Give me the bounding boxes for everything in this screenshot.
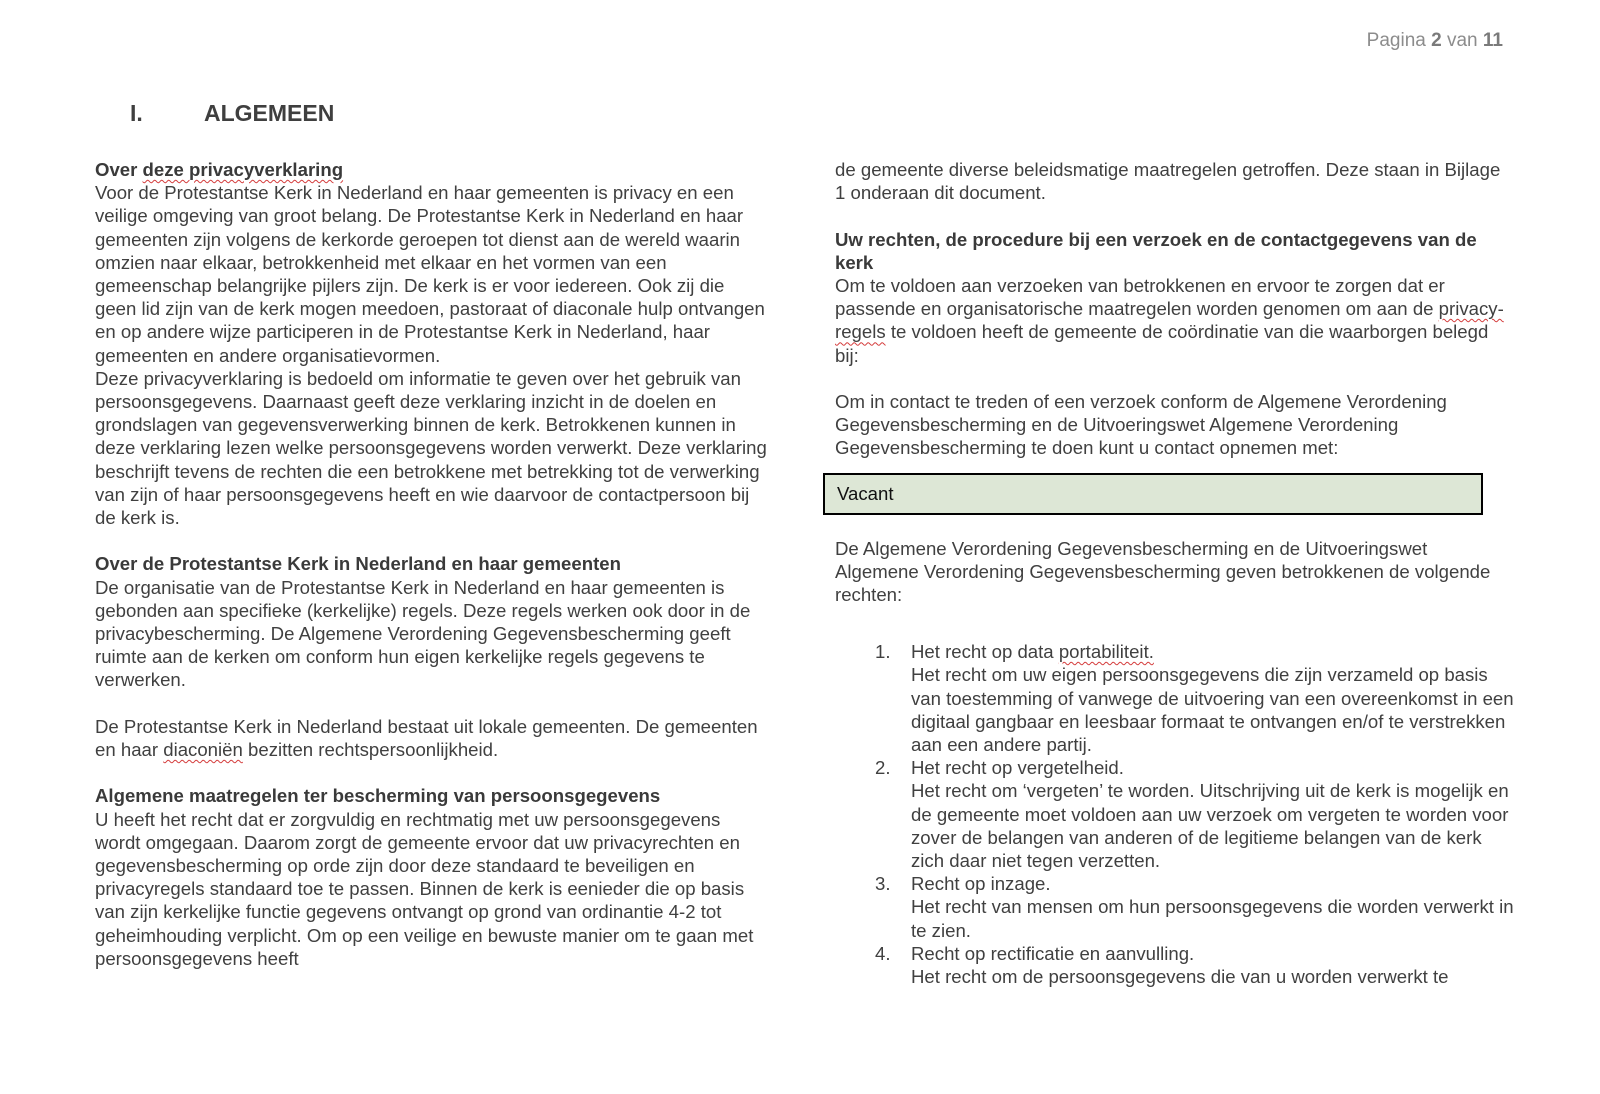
right-title: Recht op rectificatie en aanvulling.: [911, 942, 1195, 964]
page-total: 11: [1482, 30, 1503, 51]
right-title: Het recht op vergetelheid.: [911, 757, 1124, 779]
paragraph: Voor de Protestantse Kerk in Nederland en haar gemeenten is privacy en een veilige omgeving van groot belang. De Protestantse Kerk in Nederland en haar gemeenten zijn volgens de kerkorde geroepen tot dienst aan de wereld waarin omzien naar elkaar, betrokkenheid met elkaar en het vormen van een gemeenschap belangrijke pijlers zijn. De kerk is er voor iedereen. Ook zij die geen lid zijn van de kerk mogen meedoen, pastoraat of diaconale hulp ontvangen en op andere wijze participeren in de Protestantse Kerk in Nederland, haar gemeenten en andere organisatievormen.: [95, 182, 765, 366]
text: Om te voldoen aan verzoeken van betrokkenen en ervoor te zorgen dat er passende en organisatorische maatregelen worden genomen om aan de: [835, 275, 1445, 320]
list-number: 4.: [875, 942, 891, 964]
chapter-title: ALGEMEEN: [204, 100, 335, 126]
page-number: [1367, 30, 1503, 52]
paragraph: De Algemene Verordening Gegevensbescherming en de Uitvoeringswet Algemene Verordening Gegevensbescherming geven betrokkenen de volgende rechten:: [835, 537, 1491, 606]
chapter-number: I.: [130, 100, 143, 126]
right-title: [911, 640, 1515, 663]
heading-text: Over: [95, 159, 143, 180]
list-item: [875, 756, 1515, 872]
paragraph: [835, 274, 1515, 367]
paragraph: De organisatie van de Protestantse Kerk in Nederland en haar gemeenten is gebonden aan specifieke (kerkelijke) regels. Deze regels werken ook door in de privacybescherming. De Algemene Verordening Gegevensbescherming geeft ruimte aan de kerken om conform hun eigen kerkelijke regels gegevens te verwerken.: [95, 576, 751, 691]
paragraph: Om in contact te treden of een verzoek conform de Algemene Verordening Gegevensbescherming en de Uitvoeringswet Algemene Verordening Gegevensbescherming te doen kunt u contact opnemen met:: [835, 391, 1447, 459]
spellcheck-flagged-text[interactable]: diaconiën: [163, 739, 243, 761]
paragraph: U heeft het recht dat er zorgvuldig en rechtmatig met uw persoonsgegevens wordt omgegaan. Daarom zorgt de gemeente ervoor dat uw privacyrechten en gegevensbescherming op orde zijn door deze standaard te beveiligen en privacyregels standaard toe te passen. Binnen de kerk is eenieder die op basis van zijn kerkelijke functie gegevens ontvangt op grond van ordinantie 4-2 tot geheimhouding verplicht. Om op een veilige en bewuste manier om te gaan met persoonsgegevens heeft: [95, 808, 754, 969]
text: De Protestantse Kerk in Nederland bestaat uit lokale gemeenten. De gemeenten en haar: [95, 715, 758, 761]
list-number: 3.: [875, 873, 891, 895]
list-number: 1.: [875, 641, 891, 663]
left-column: [95, 158, 770, 970]
right-title: Recht op inzage.: [911, 873, 1051, 895]
spellcheck-flagged-text[interactable]: privacy-regels: [835, 298, 1504, 343]
list-item: [875, 872, 1515, 942]
text: te voldoen heeft de gemeente de coördinatie van die waarborgen belegd bij:: [835, 321, 1489, 366]
section-heading-over-kerk: Over de Protestantse Kerk in Nederland en haar gemeenten: [95, 553, 621, 575]
list-number: 2.: [875, 757, 891, 779]
paragraph: [95, 715, 770, 761]
paragraph: Deze privacyverklaring is bedoeld om informatie te geven over het gebruik van persoonsgegevens. Daarnaast geeft deze verklaring inzicht in de doelen en grondslagen van gegevensverwerking binnen de kerk. Betrokkenen kunnen in deze verklaring lezen welke persoonsgegevens worden verwerkt. Deze verklaring beschrijft tevens de rechten die een betrokkene met betrekking tot de verwerking van zijn of haar persoonsgegevens heeft en wie daarvoor de contactpersoon bij de kerk is.: [95, 367, 767, 529]
section-heading-rechten: Uw rechten, de procedure bij een verzoek en de contactgegevens van de kerk: [835, 228, 1477, 273]
section-heading-maatregelen: Algemene maatregelen ter bescherming van persoonsgegevens: [95, 785, 661, 807]
contact-box: [823, 473, 1483, 515]
page-prefix: Pagina: [1366, 30, 1426, 51]
paragraph: de gemeente diverse beleidsmatige maatregelen getroffen. Deze staan in Bijlage 1 onderaan dit document.: [835, 159, 1501, 204]
contact-value: Vacant: [837, 483, 894, 504]
right-column: [835, 158, 1515, 988]
rights-list: [875, 640, 1515, 988]
right-description: Het recht om de persoonsgegevens die van u worden verwerkt te: [911, 966, 1449, 988]
section-heading-privacyverklaring: [95, 158, 770, 181]
spellcheck-flagged-text[interactable]: portabiliteit.: [1058, 641, 1154, 663]
right-description: Het recht om uw eigen persoonsgegevens die zijn verzameld op basis van toestemming of vanwege de uitvoering van een overeenkomst in een digitaal gangbaar en leesbaar formaat te ontvangen en/of te verstrekken aan een andere partij.: [911, 664, 1514, 756]
chapter-heading: [130, 100, 334, 127]
page-current: 2: [1431, 30, 1442, 51]
text: Het recht op data: [911, 641, 1059, 663]
text: bezitten rechtspersoonlijkheid.: [242, 739, 499, 761]
page-mid: van: [1446, 30, 1478, 51]
list-item: [875, 640, 1515, 756]
list-item: [875, 942, 1515, 988]
right-description: Het recht van mensen om hun persoonsgegevens die worden verwerkt in te zien.: [911, 896, 1514, 941]
spellcheck-flagged-text[interactable]: deze privacyverklaring: [142, 159, 344, 180]
right-description: Het recht om ‘vergeten’ te worden. Uitschrijving uit de kerk is mogelijk en de gemeente moet voldoen aan uw verzoek om vergeten te worden voor zover de belangen van anderen of de legitieme belangen van de kerk zich daar niet tegen verzetten.: [911, 780, 1509, 872]
